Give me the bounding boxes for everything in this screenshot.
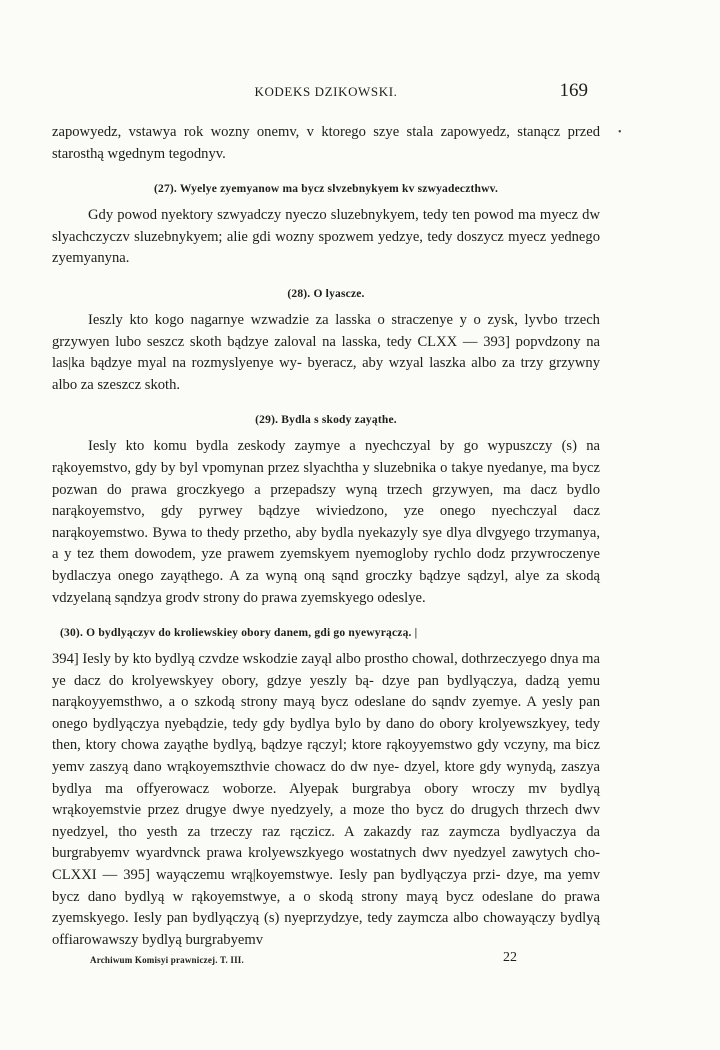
text-line: nyedzyely, a moze tho bycz do drugych thrzech dwv nyedzyel, tho yesth [52,802,600,840]
text-line: nyedanye, ma bycz pozwan do prawa groczkyego a przepadszy wyną trzech [52,459,600,498]
intro-paragraph [52,122,600,165]
text-line: ma myecz dw slyachczyczv sluzebnykyem; alie gdi wozny spozwem yedzye, [52,207,600,245]
running-title: KODEKS DZIKOWSKI. [254,84,398,99]
text-line: grzywyen, ma dacz bydlo narąkoyemstvo, gdy pyrwey bądzye wiviedzono, [52,481,601,520]
text-line: bydla nyekazyly sye dlya dlvgyego trzymanya, a y tez them dowodem, [52,524,600,563]
footer-signature: 22 [503,950,517,966]
text-line: tedy zaymcza albo chowayączy bydlyą offiarowawszy bydlyą burgrabyemv [52,910,601,948]
text-line: bycz odeslane do prawa zyemskyego. Iesly pan bydlyączyą (s) nyeprzydzye, [52,888,600,927]
text-line: Ieszly kto kogo nagarnye wzwadzie za lasska o straczenye y o zysk, [88,311,518,328]
document-page [52,78,600,973]
text-line: stanącz przed starosthą wgednym tegodnyv. [52,124,601,162]
section-paragraph [52,436,600,609]
text-line: 394] Iesly by kto bydlyą czvdze wskodzie zayąl albo prostho chowal, [52,651,458,668]
text-line: byeracz, aby wzyal laszka albo za trzy grzywny albo za szeszcz skoth. [52,355,600,393]
section-heading: (30). O bydlyączyv do kroliewskiey obory danem, gdi go nyewyrączą. | [60,627,418,640]
text-line: nyebądzie, tedy gdy bydlya bylo by dano do obory krolyewszkyey, tedy [164,715,600,732]
text-line: dothrzeczyego dnya ma ye dacz do krolyewskyey obory, gdzye yeszly bą- [52,651,600,689]
text-line: mayą bycz odeslane do sąndv zyemye. A yesly pan onego bydlyączya [52,694,600,732]
section-paragraph [52,310,600,396]
text-line: tedy doszycz myecz yednego zyemyanyna. [52,228,601,267]
text-line: onego zayąthego. A za wyną oną sąnd groczky bądzye sądzyl, alye za [117,567,560,584]
margin-mark: • [618,127,622,138]
text-line: dzye, ma yemv bycz dano bydlyą w rąkoyemstwye, a o skodą strony mayą [52,867,600,905]
text-line: na rąkoyemstvo, gdy by byl vpomynan przez slyachtha y sluzebnika o takye [52,438,600,476]
text-line: Gdy powod nyektory szwyadczy nyeczo sluzebnykyem, tedy ten powod [88,207,514,224]
text-line: burgrabya obory wroczy mv bydlyą wrąkoyemstvie przez drugye dwye [52,780,601,819]
text-line: dzyel, ktore gdy wynydą, zaszya bydlya ma offyerowacz woborze. Alyepak [52,759,600,797]
text-line: skodą vdzyelaną sąndzya grodv strony do prawa zyemskyego odeslye. [52,567,600,606]
text-line: vczyny, ma bicz yemv zaszyą dano wrąkoyemszthvie chowacz do dw nye- [52,737,600,776]
section-heading: (28). O lyascze. [287,287,365,300]
text-line: lyvbo trzech grzywyen lubo seszcz skoth bądzye zaloval na lasska, tedy [52,311,600,350]
text-line: yze onego nyechczyal dacz narąkoyemstwo. Bywa to thedy przetho, aby [52,503,600,541]
page-footer [52,950,600,973]
section-heading: (27). Wyelye zyemyanow ma bycz slvzebnykyem kv szwyadeczthwv. [153,183,499,196]
section-paragraph [52,205,600,270]
section-heading: (29). Bydla s skody zayąthe. [255,414,397,427]
text-line: yze prawem zyemskyem nyemogloby rychlo dodz przywroczenye bydlaczya [52,546,601,584]
text-line: Iesly kto komu bydla zeskody zaymye a nyechczyal by go wypuszczy (s) [88,438,577,455]
text-line: CLXX — 393] popvdzony na las|ka bądzye myal na rozmyslyenye wy- [52,333,600,372]
text-line: CLXXI — 395] wayączemu wrą|koyemstwye. Iesly pan bydlyączya przi- [52,867,501,884]
footer-source: Archiwum Komisyi prawniczej. T. III. [90,955,244,966]
text-line: za trzeczy raz rączicz. A zakazdy raz zaymcza bydlyaczya da burgrabyemv [52,823,601,862]
text-line: zapowyedz, vstawya rok wozny onemv, v ktorego szye stala zapowyedz, [52,124,510,140]
section-paragraph [52,649,600,951]
page-number: 169 [559,80,588,101]
page-content [52,122,600,951]
running-header [52,78,600,108]
text-line: wyardvnck prawa krolyewszkyego wostatnych dwv nyedzyel zawytych cho- [135,845,600,862]
text-line: dzye pan bydlyączya, dadzą yemu narąkoyyemsthwo, a o szkodą strony [52,672,600,711]
text-line: then, ktory chowa zayąthe bydlyą, bądzye rączyl; ktore rąkoyyemstwo gdy [52,737,499,754]
